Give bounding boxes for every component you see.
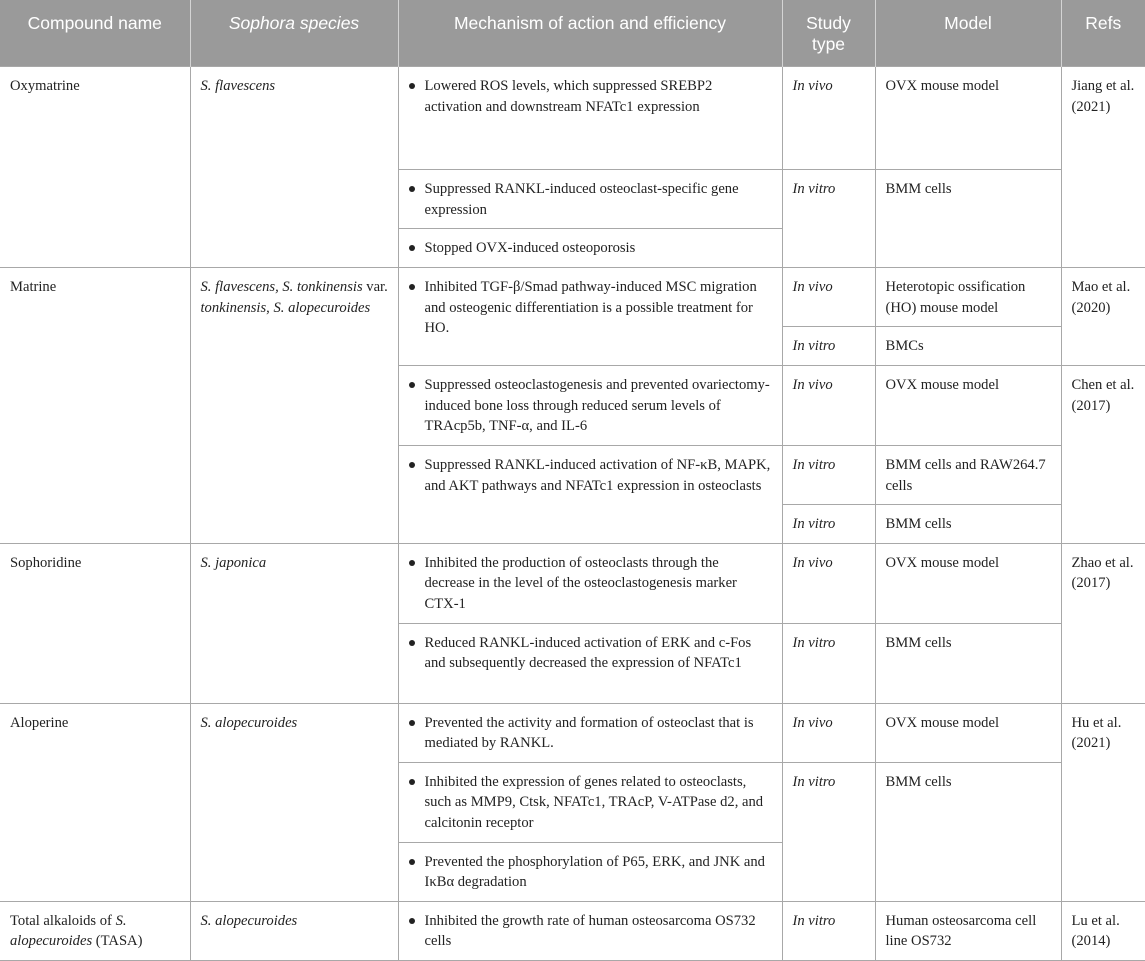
- mechanism-text: Inhibited the production of osteoclasts through the decrease in the level of the osteoclastogenesis marker CTX-1: [424, 554, 737, 612]
- study-type-text: In vitro: [792, 516, 836, 532]
- bullet-icon: [409, 720, 415, 726]
- bullet-icon: [409, 284, 415, 290]
- compound-abbrev: (TASA): [95, 933, 143, 949]
- model-cell: Heterotopic ossification (HO) mouse model: [875, 268, 1061, 327]
- compound-cell: Oxymatrine: [0, 67, 190, 268]
- mechanism-text: Reduced RANKL-induced activation of ERK and c-Fos and subsequently decreased the expression of NFATc1: [424, 634, 752, 671]
- bullet-icon: [409, 186, 415, 192]
- mechanism-text: Suppressed RANKL-induced osteoclast-specific gene expression: [424, 181, 739, 218]
- bullet-icon: [409, 382, 415, 388]
- mechanism-text: Inhibited the expression of genes related to osteoclasts, such as MMP9, Ctsk, NFATc1, TRAcP, V-ATPase d2, and calcitonin receptor: [424, 773, 764, 831]
- mechanism-text: Inhibited TGF-β/Smad pathway-induced MSC migration and osteogenic differentiation is a possible treatment for HO.: [424, 279, 757, 336]
- compound-cell: Aloperine: [0, 703, 190, 901]
- study-type-cell: [782, 623, 875, 703]
- ref-cell: Jiang et al. (2021): [1061, 67, 1145, 268]
- header-species: [190, 0, 398, 67]
- mechanism-cell: [398, 703, 782, 762]
- header-refs: Refs: [1061, 0, 1145, 67]
- model-cell: BMM cells: [875, 170, 1061, 268]
- species-cell: [190, 901, 398, 960]
- model-cell: BMM cells: [875, 623, 1061, 703]
- header-mechanism: Mechanism of action and efficiency: [398, 0, 782, 67]
- header-compound: Compound name: [0, 0, 190, 67]
- header-row: [0, 0, 1145, 67]
- study-type-cell: [782, 170, 875, 268]
- header-study-type: Study type: [782, 0, 875, 67]
- study-type-text: In vivo: [792, 554, 833, 571]
- species-cell: [190, 703, 398, 901]
- study-type-text: In vitro: [792, 773, 836, 790]
- model-cell: OVX mouse model: [875, 67, 1061, 170]
- mechanism-cell: [398, 762, 782, 842]
- compound-cell: Sophoridine: [0, 543, 190, 703]
- model-cell: OVX mouse model: [875, 703, 1061, 762]
- study-type-cell: [782, 543, 875, 623]
- study-type-text: In vitro: [792, 338, 836, 354]
- bullet-icon: [409, 859, 415, 865]
- ref-cell: Hu et al. (2021): [1061, 703, 1145, 901]
- species-name: S. alopecuroides: [10, 912, 127, 949]
- header-model: Model: [875, 0, 1061, 67]
- bullet-icon: [409, 462, 415, 468]
- compound-cell: Matrine: [0, 268, 190, 544]
- study-type-cell: [782, 327, 875, 366]
- study-type-text: In vitro: [792, 181, 836, 197]
- bullet-icon: [409, 560, 415, 566]
- mechanism-text: Prevented the activity and formation of osteoclast that is mediated by RANKL.: [424, 714, 754, 751]
- ref-cell: Lu et al. (2014): [1061, 901, 1145, 960]
- ref-cell: Chen et al. (2017): [1061, 366, 1145, 544]
- species-name: S. japonica: [200, 554, 267, 571]
- species-name: S. alopecuroides: [200, 912, 298, 929]
- compound-text: Total alkaloids of: [10, 912, 112, 929]
- mechanism-cell: [398, 366, 782, 446]
- species-cell: [190, 543, 398, 703]
- mechanism-cell: [398, 623, 782, 703]
- study-type-text: In vivo: [792, 279, 833, 295]
- study-type-text: In vivo: [792, 714, 833, 731]
- bullet-icon: [409, 779, 415, 785]
- mechanism-text: Stopped OVX-induced osteoporosis: [424, 240, 636, 256]
- ref-cell: Zhao et al. (2017): [1061, 543, 1145, 703]
- table-row: [0, 703, 1145, 762]
- compound-cell: [0, 901, 190, 960]
- mechanism-cell: [398, 229, 782, 268]
- model-cell: BMCs: [875, 327, 1061, 366]
- study-type-text: In vivo: [792, 377, 833, 393]
- study-type-cell: [782, 446, 875, 505]
- species-cell: S. flavescens, S. tonkinensis var. tonkinensis, S. alopecuroides: [190, 268, 398, 544]
- bullet-icon: [409, 918, 415, 924]
- model-cell: Human osteosarcoma cell line OS732: [875, 901, 1061, 960]
- mechanism-cell: [398, 67, 782, 170]
- model-cell: BMM cells and RAW264.7 cells: [875, 446, 1061, 505]
- study-type-text: In vitro: [792, 634, 836, 651]
- table-row: [0, 901, 1145, 960]
- model-cell: BMM cells: [875, 505, 1061, 544]
- model-cell: OVX mouse model: [875, 366, 1061, 446]
- mechanism-cell: [398, 901, 782, 960]
- mechanism-cell: [398, 842, 782, 901]
- table-row: [0, 67, 1145, 170]
- study-type-cell: [782, 505, 875, 544]
- study-type-text: In vitro: [792, 912, 836, 929]
- mechanism-text: Lowered ROS levels, which suppressed SREBP2 activation and downstream NFATc1 expression: [424, 78, 713, 115]
- species-name: S. alopecuroides: [273, 299, 371, 316]
- species-name: S. alopecuroides: [200, 714, 298, 731]
- species-name: S. flavescens: [200, 78, 276, 94]
- table-row: [0, 543, 1145, 623]
- study-type-cell: [782, 703, 875, 762]
- mechanism-cell: [398, 170, 782, 229]
- mechanism-text: Suppressed osteoclastogenesis and prevented ovariectomy-induced bone loss through reduced serum levels of TRAcp5b, TNF-α, and IL-6: [424, 377, 770, 434]
- study-type-cell: [782, 762, 875, 901]
- study-type-text: In vitro: [792, 457, 836, 473]
- species-cell: [190, 67, 398, 268]
- species-name: tonkinensis: [200, 299, 267, 316]
- ref-cell: Mao et al. (2020): [1061, 268, 1145, 366]
- mechanism-cell: [398, 446, 782, 544]
- bullet-icon: [409, 245, 415, 251]
- study-type-cell: [782, 268, 875, 327]
- mechanism-cell: [398, 268, 782, 366]
- mechanism-text: Suppressed RANKL-induced activation of NF-κB, MAPK, and AKT pathways and NFATc1 expression in osteoclasts: [424, 457, 771, 494]
- mechanism-cell: [398, 543, 782, 623]
- mechanism-text: Inhibited the growth rate of human osteosarcoma OS732 cells: [424, 912, 756, 949]
- study-type-cell: [782, 901, 875, 960]
- species-name: S. flavescens, S. tonkinensis: [200, 279, 363, 295]
- model-cell: BMM cells: [875, 762, 1061, 901]
- model-cell: OVX mouse model: [875, 543, 1061, 623]
- bullet-icon: [409, 640, 415, 646]
- mechanism-text: Prevented the phosphorylation of P65, ERK, and JNK and IκBα degradation: [424, 853, 765, 890]
- header-species-text: Sophora species: [228, 13, 360, 33]
- study-type-text: In vivo: [792, 78, 833, 94]
- table-row: [0, 268, 1145, 327]
- study-type-cell: [782, 366, 875, 446]
- bullet-icon: [409, 83, 415, 89]
- species-var: var.: [366, 279, 388, 295]
- study-type-cell: [782, 67, 875, 170]
